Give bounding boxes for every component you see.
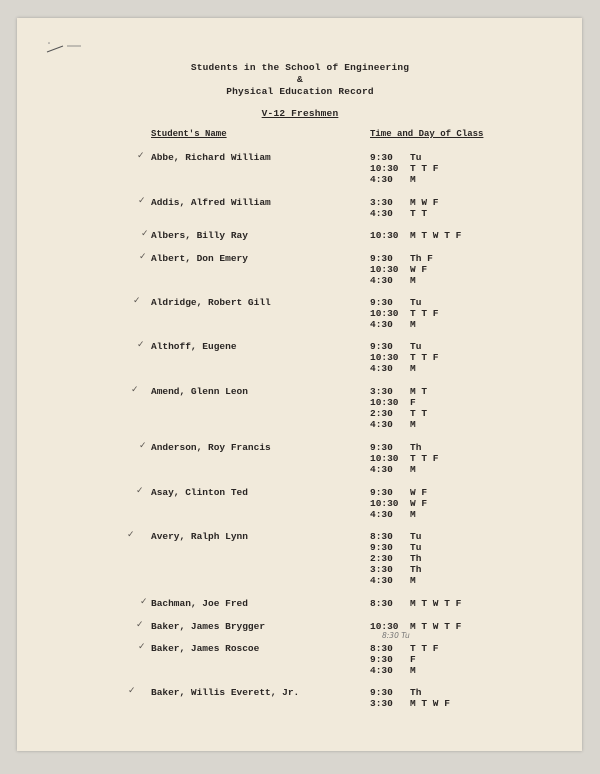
check-mark-icon: ✓ xyxy=(127,530,135,540)
check-mark-icon: ✓ xyxy=(139,252,147,262)
class-days: M xyxy=(410,419,416,430)
class-days: M T W F xyxy=(410,698,450,709)
class-days: T T F xyxy=(410,163,439,174)
class-time: 4:30 xyxy=(370,363,393,374)
class-time: 3:30 xyxy=(370,698,393,709)
class-days: T T F xyxy=(410,643,439,654)
class-days: M W F xyxy=(410,197,439,208)
class-time: 4:30 xyxy=(370,665,393,676)
column-header-name: Student's Name xyxy=(151,129,227,139)
class-time: 9:30 xyxy=(370,442,393,453)
class-time: 9:30 xyxy=(370,341,393,352)
student-name: Baker, James Brygger xyxy=(151,621,266,632)
class-days: Th xyxy=(410,442,422,453)
student-name: Althoff, Eugene xyxy=(151,341,237,352)
class-days: M xyxy=(410,464,416,475)
class-days: M xyxy=(410,319,416,330)
check-mark-icon: ✓ xyxy=(128,686,136,696)
check-mark-icon: ✓ xyxy=(139,441,147,451)
class-time: 10:30 xyxy=(370,230,399,241)
class-days: Tu xyxy=(410,152,422,163)
class-days: F xyxy=(410,397,416,408)
student-name: Bachman, Joe Fred xyxy=(151,598,248,609)
student-name: Albert, Don Emery xyxy=(151,253,248,264)
class-days: W F xyxy=(410,264,428,275)
class-days: Th F xyxy=(410,253,433,264)
class-time: 4:30 xyxy=(370,575,393,586)
class-days: Tu xyxy=(410,531,422,542)
document-page xyxy=(17,18,582,751)
class-time: 4:30 xyxy=(370,509,393,520)
class-time: 9:30 xyxy=(370,152,393,163)
class-time: 4:30 xyxy=(370,464,393,475)
class-days: M T W T F xyxy=(410,621,462,632)
class-days: Th xyxy=(410,687,422,698)
class-time: 4:30 xyxy=(370,174,393,185)
class-days: M xyxy=(410,509,416,520)
student-name: Baker, Willis Everett, Jr. xyxy=(151,687,300,698)
class-time: 10:30 xyxy=(370,352,399,363)
class-time: 4:30 xyxy=(370,419,393,430)
class-time: 9:30 xyxy=(370,542,393,553)
class-days: M T W T F xyxy=(410,230,462,241)
class-days: M T xyxy=(410,386,428,397)
class-time: 3:30 xyxy=(370,386,393,397)
student-name: Albers, Billy Ray xyxy=(151,230,248,241)
check-mark-icon: ✓ xyxy=(136,620,144,630)
class-time: 9:30 xyxy=(370,487,393,498)
class-days: M xyxy=(410,174,416,185)
class-days: F xyxy=(410,654,416,665)
class-time: 8:30 xyxy=(370,598,393,609)
class-days: M T W T F xyxy=(410,598,462,609)
check-mark-icon: ✓ xyxy=(138,196,146,206)
check-mark-icon: ✓ xyxy=(141,229,149,239)
class-time: 10:30 xyxy=(370,308,399,319)
student-name: Baker, James Roscoe xyxy=(151,643,260,654)
class-time: 9:30 xyxy=(370,297,393,308)
student-name: Abbe, Richard William xyxy=(151,152,271,163)
class-time: 3:30 xyxy=(370,564,393,575)
class-days: M xyxy=(410,363,416,374)
check-mark-icon: ✓ xyxy=(137,151,145,161)
student-name: Asay, Clinton Ted xyxy=(151,487,248,498)
class-days: Th xyxy=(410,553,422,564)
student-name: Aldridge, Robert Gill xyxy=(151,297,271,308)
check-mark-icon: ✓ xyxy=(138,642,146,652)
class-time: 4:30 xyxy=(370,319,393,330)
class-days: M xyxy=(410,275,416,286)
class-time: 3:30 xyxy=(370,197,393,208)
class-time: 10:30 xyxy=(370,453,399,464)
class-time: 8:30 xyxy=(370,531,393,542)
class-time: 9:30 xyxy=(370,253,393,264)
class-time: 10:30 xyxy=(370,264,399,275)
class-days: T T xyxy=(410,408,428,419)
check-mark-icon: ✓ xyxy=(131,385,139,395)
handwritten-note: 8:30 Tu xyxy=(382,631,410,640)
title-line-3: Physical Education Record xyxy=(226,86,374,97)
subtitle: V-12 Freshmen xyxy=(261,108,339,119)
check-mark-icon: ✓ xyxy=(140,597,148,607)
class-time: 2:30 xyxy=(370,408,393,419)
class-days: M xyxy=(410,665,416,676)
column-header-schedule: Time and Day of Class xyxy=(370,129,484,139)
class-time: 10:30 xyxy=(370,397,399,408)
class-days: Th xyxy=(410,564,422,575)
student-name: Addis, Alfred William xyxy=(151,197,271,208)
class-time: 9:30 xyxy=(370,687,393,698)
class-time: 2:30 xyxy=(370,553,393,564)
check-mark-icon: ✓ xyxy=(137,340,145,350)
student-name: Amend, Glenn Leon xyxy=(151,386,248,397)
class-time: 4:30 xyxy=(370,208,393,219)
pencil-mark-icon xyxy=(45,40,85,60)
class-days: Tu xyxy=(410,341,422,352)
class-days: T T F xyxy=(410,352,439,363)
class-time: 9:30 xyxy=(370,654,393,665)
class-time: 10:30 xyxy=(370,621,399,632)
class-days: M xyxy=(410,575,416,586)
title-ampersand: & xyxy=(297,74,303,85)
student-name: Avery, Ralph Lynn xyxy=(151,531,248,542)
class-days: T T F xyxy=(410,308,439,319)
class-days: Tu xyxy=(410,542,422,553)
class-time: 10:30 xyxy=(370,498,399,509)
class-time: 4:30 xyxy=(370,275,393,286)
class-time: 10:30 xyxy=(370,163,399,174)
class-time: 8:30 xyxy=(370,643,393,654)
check-mark-icon: ✓ xyxy=(136,486,144,496)
class-days: T T xyxy=(410,208,428,219)
class-days: Tu xyxy=(410,297,422,308)
check-mark-icon: ✓ xyxy=(133,296,141,306)
class-days: T T F xyxy=(410,453,439,464)
class-days: W F xyxy=(410,487,428,498)
class-days: W F xyxy=(410,498,428,509)
title-line-1: Students in the School of Engineering xyxy=(190,62,410,73)
student-name: Anderson, Roy Francis xyxy=(151,442,271,453)
